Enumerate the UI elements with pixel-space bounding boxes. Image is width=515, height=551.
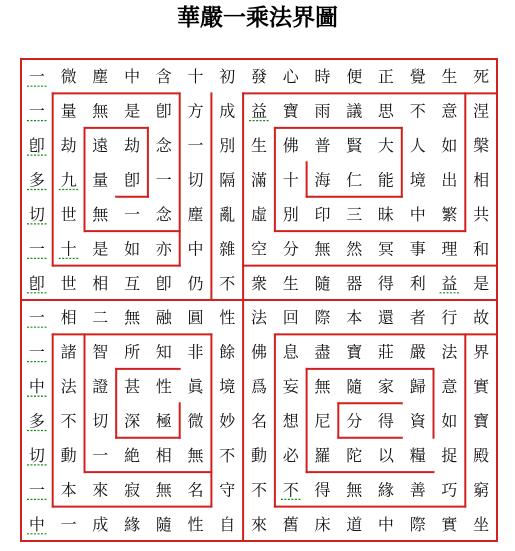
grid-char: 得	[314, 480, 331, 500]
grid-char: 二	[92, 308, 109, 328]
grid-char: 寂	[124, 480, 141, 500]
grid-char: 中	[28, 514, 45, 534]
grid-char: 無	[92, 204, 109, 224]
grid-char: 人	[409, 136, 426, 156]
grid-char: 如	[441, 136, 458, 156]
grid-char: 然	[346, 239, 363, 259]
grid-char: 不	[282, 480, 299, 500]
grid-char: 雨	[314, 101, 331, 121]
grid-char: 糧	[409, 445, 426, 465]
grid-char: 來	[92, 480, 109, 500]
grid-char: 切	[28, 445, 45, 465]
grid-char: 成	[92, 514, 109, 534]
grid-char: 動	[60, 445, 77, 465]
grid-char: 量	[92, 170, 109, 190]
grid-char: 妙	[219, 411, 236, 431]
grid-char: 不	[250, 480, 268, 500]
grid-char: 嚴	[409, 342, 426, 362]
grid-char: 普	[314, 136, 331, 156]
grid-char: 守	[219, 480, 236, 500]
grid-char: 非	[187, 342, 204, 362]
grid-char: 微	[187, 411, 204, 431]
grid-char: 是	[124, 101, 141, 121]
grid-char: 雜	[219, 239, 236, 259]
grid-char: 相	[92, 273, 109, 293]
grid-char: 證	[92, 377, 109, 397]
grid-char: 殿	[473, 445, 490, 465]
grid-char: 資	[409, 411, 426, 431]
grid-char: 別	[219, 136, 236, 156]
grid-char: 出	[441, 170, 458, 190]
grid-char: 卽	[155, 101, 172, 121]
grid-char: 利	[409, 273, 426, 293]
grid-char: 理	[441, 239, 458, 259]
grid-char: 實	[473, 377, 490, 397]
grid-char: 一	[155, 170, 172, 190]
grid-char: 道	[346, 514, 363, 534]
grid-char: 卽	[28, 136, 45, 156]
grid-char: 海	[314, 170, 331, 190]
grid-char: 塵	[187, 204, 204, 224]
grid-char: 劫	[60, 136, 77, 156]
grid-char: 得	[377, 273, 394, 293]
grid-char: 境	[219, 377, 236, 397]
grid-char: 一	[28, 239, 45, 259]
grid-char: 緣	[377, 480, 394, 500]
grid-char: 隔	[219, 170, 236, 190]
grid-char: 甚	[124, 377, 141, 397]
grid-char: 法	[250, 308, 268, 328]
grid-char: 如	[124, 239, 141, 259]
grid-char: 多	[28, 411, 45, 431]
grid-char: 舊	[282, 514, 299, 534]
grid-char: 虛	[250, 204, 268, 224]
grid-char: 隨	[346, 377, 363, 397]
grid-char: 初	[219, 67, 236, 87]
grid-char: 衆	[250, 273, 268, 293]
grid-char: 發	[250, 67, 268, 87]
grid-char: 歸	[409, 377, 426, 397]
grid-char: 陀	[346, 445, 363, 465]
grid-char: 空	[250, 239, 268, 259]
grid-char: 相	[155, 445, 172, 465]
grid-char: 本	[60, 480, 77, 500]
grid-char: 佛	[282, 136, 299, 156]
grid-char: 一	[124, 204, 141, 224]
grid-char: 成	[219, 101, 236, 121]
grid-char: 死	[473, 67, 490, 87]
grid-char: 時	[314, 67, 331, 87]
grid-char: 眞	[187, 377, 204, 397]
grid-char: 羅	[314, 445, 331, 465]
grid-char: 九	[60, 170, 77, 190]
grid-char: 滿	[250, 170, 268, 190]
grid-char: 生	[282, 273, 299, 293]
grid-char: 境	[409, 170, 426, 190]
grid-char: 賢	[346, 136, 363, 156]
grid-char: 莊	[377, 342, 394, 362]
grid-char: 界	[473, 342, 490, 362]
grid-char: 能	[377, 170, 394, 190]
grid-char: 世	[60, 273, 77, 293]
grid-char: 坐	[473, 514, 490, 534]
grid-char: 寶	[473, 411, 490, 431]
grid-char: 緣	[124, 514, 141, 534]
grid-char: 盡	[314, 342, 331, 362]
grid-char: 是	[473, 273, 490, 293]
grid-char: 爲	[250, 377, 268, 397]
grid-char: 念	[155, 204, 172, 224]
grid-char: 生	[250, 136, 268, 156]
grid-char: 際	[314, 308, 331, 328]
grid-char: 必	[282, 445, 299, 465]
grid-char: 昧	[377, 204, 394, 224]
grid-char: 回	[282, 308, 299, 328]
grid-char: 床	[314, 514, 331, 534]
grid-char: 動	[250, 445, 268, 465]
grid-char: 意	[441, 377, 458, 397]
grid-char: 尼	[314, 411, 331, 431]
grid-char: 息	[282, 342, 299, 362]
grid-char: 方	[187, 101, 204, 121]
grid-char: 遠	[92, 136, 109, 156]
grid-char: 正	[377, 67, 394, 87]
grid-char: 中	[409, 204, 426, 224]
grid-char: 一	[60, 514, 77, 534]
grid-char: 絶	[124, 445, 141, 465]
grid-char: 一	[92, 445, 109, 465]
grid-char: 法	[60, 377, 77, 397]
grid-char: 如	[441, 411, 458, 431]
grid-char: 諸	[60, 342, 77, 362]
grid-char: 還	[377, 308, 394, 328]
grid-char: 一	[28, 101, 45, 121]
grid-char: 十	[282, 170, 299, 190]
grid-char: 法	[441, 342, 458, 362]
grid-char: 行	[441, 308, 458, 328]
grid-char: 無	[124, 308, 141, 328]
grid-char: 是	[92, 239, 109, 259]
grid-char: 不	[409, 101, 426, 121]
grid-char: 隨	[155, 514, 172, 534]
grid-char: 實	[441, 514, 458, 534]
grid-char: 互	[124, 273, 141, 293]
grid-char: 際	[409, 514, 426, 534]
grid-char: 佛	[250, 342, 268, 362]
grid-char: 無	[187, 445, 204, 465]
seal-path	[21, 59, 497, 541]
grid-char: 寶	[282, 101, 299, 121]
grid-char: 塵	[92, 67, 109, 87]
grid-char: 來	[250, 514, 268, 534]
grid-char: 知	[155, 342, 172, 362]
grid-char: 仁	[346, 170, 363, 190]
grid-char: 一	[28, 308, 45, 328]
grid-char: 念	[155, 136, 172, 156]
grid-char: 智	[92, 342, 109, 362]
grid-char: 性	[219, 308, 236, 328]
grid-char: 意	[441, 101, 458, 121]
grid-char: 槃	[473, 136, 490, 156]
grid-char: 十	[60, 239, 77, 259]
grid-char: 亂	[219, 204, 236, 224]
grid-char: 所	[124, 342, 141, 362]
grid-char: 圓	[187, 308, 204, 328]
grid-char: 一	[28, 342, 45, 362]
grid-char: 涅	[473, 101, 490, 121]
grid-char: 家	[377, 377, 394, 397]
grid-char: 者	[409, 308, 426, 328]
grid-char: 別	[282, 204, 299, 224]
grid-char: 想	[282, 411, 299, 431]
grid-char: 一	[28, 480, 45, 500]
grid-char: 共	[473, 204, 490, 224]
grid-char: 事	[409, 239, 426, 259]
grid-char: 善	[409, 480, 426, 500]
grid-char: 故	[473, 308, 490, 328]
grid-char: 切	[28, 204, 45, 224]
grid-char: 量	[60, 101, 77, 121]
grid-char: 劫	[124, 136, 141, 156]
grid-char: 多	[28, 170, 45, 190]
grid-char: 無	[155, 480, 172, 500]
grid-char: 中	[124, 67, 141, 87]
grid-char: 卽	[28, 273, 45, 293]
grid-char: 印	[314, 204, 331, 224]
grid-char: 極	[155, 411, 172, 431]
grid-char: 和	[473, 239, 490, 259]
grid-char: 一	[187, 136, 204, 156]
grid-char: 益	[250, 101, 268, 121]
grid-char: 隨	[314, 273, 331, 293]
grid-char: 性	[187, 514, 204, 534]
grid-char: 本	[346, 308, 363, 328]
grid-char: 自	[219, 514, 236, 534]
grid-char: 無	[314, 239, 331, 259]
grid-char: 名	[187, 480, 204, 500]
grid-char: 中	[187, 239, 204, 259]
grid-char: 十	[187, 67, 204, 87]
page-title: 華嚴一乘法界圖	[177, 4, 338, 31]
grid-char: 妄	[282, 377, 299, 397]
grid-char: 心	[282, 67, 299, 87]
grid-char: 議	[346, 101, 363, 121]
grid-char: 一	[28, 67, 45, 87]
grid-char: 中	[28, 377, 45, 397]
grid-char: 不	[60, 411, 77, 431]
grid-char: 相	[60, 308, 77, 328]
grid-char: 仍	[187, 273, 204, 293]
grid-char: 無	[346, 480, 363, 500]
grid-char: 生	[441, 67, 458, 87]
grid-char: 切	[187, 170, 204, 190]
grid-char: 餘	[219, 342, 236, 362]
grid-char: 中	[377, 514, 394, 534]
grid-char: 寶	[346, 342, 363, 362]
grid-char: 含	[155, 67, 172, 87]
grid-char: 無	[92, 101, 109, 121]
grid-char: 無	[314, 377, 331, 397]
grid-char: 性	[155, 377, 172, 397]
grid-char: 不	[219, 445, 236, 465]
grid-char: 相	[473, 170, 490, 190]
grid-char: 分	[346, 411, 363, 431]
grid-char: 窮	[473, 480, 490, 500]
grid-char: 冥	[377, 239, 394, 259]
grid-char: 便	[346, 67, 363, 87]
grid-char: 深	[124, 411, 141, 431]
grid-char: 益	[441, 273, 458, 293]
grid-char: 卽	[155, 273, 172, 293]
grid-char: 器	[346, 273, 363, 293]
grid-char: 繁	[441, 204, 458, 224]
grid-char: 大	[377, 136, 394, 156]
grid-char: 三	[346, 204, 363, 224]
grid-char: 思	[377, 101, 394, 121]
grid-char: 融	[155, 308, 172, 328]
grid-char: 名	[250, 411, 268, 431]
grid-char: 巧	[441, 480, 458, 500]
grid-char: 亦	[155, 239, 172, 259]
grid-char: 卽	[124, 170, 141, 190]
grid-char: 分	[282, 239, 299, 259]
grid-char: 以	[377, 445, 394, 465]
grid-char: 不	[219, 273, 236, 293]
grid-char: 微	[60, 67, 77, 87]
grid-char: 得	[377, 411, 394, 431]
grid-char: 覺	[409, 67, 426, 87]
grid-char: 世	[60, 204, 77, 224]
grid-char: 捉	[441, 445, 458, 465]
grid-char: 切	[92, 411, 109, 431]
